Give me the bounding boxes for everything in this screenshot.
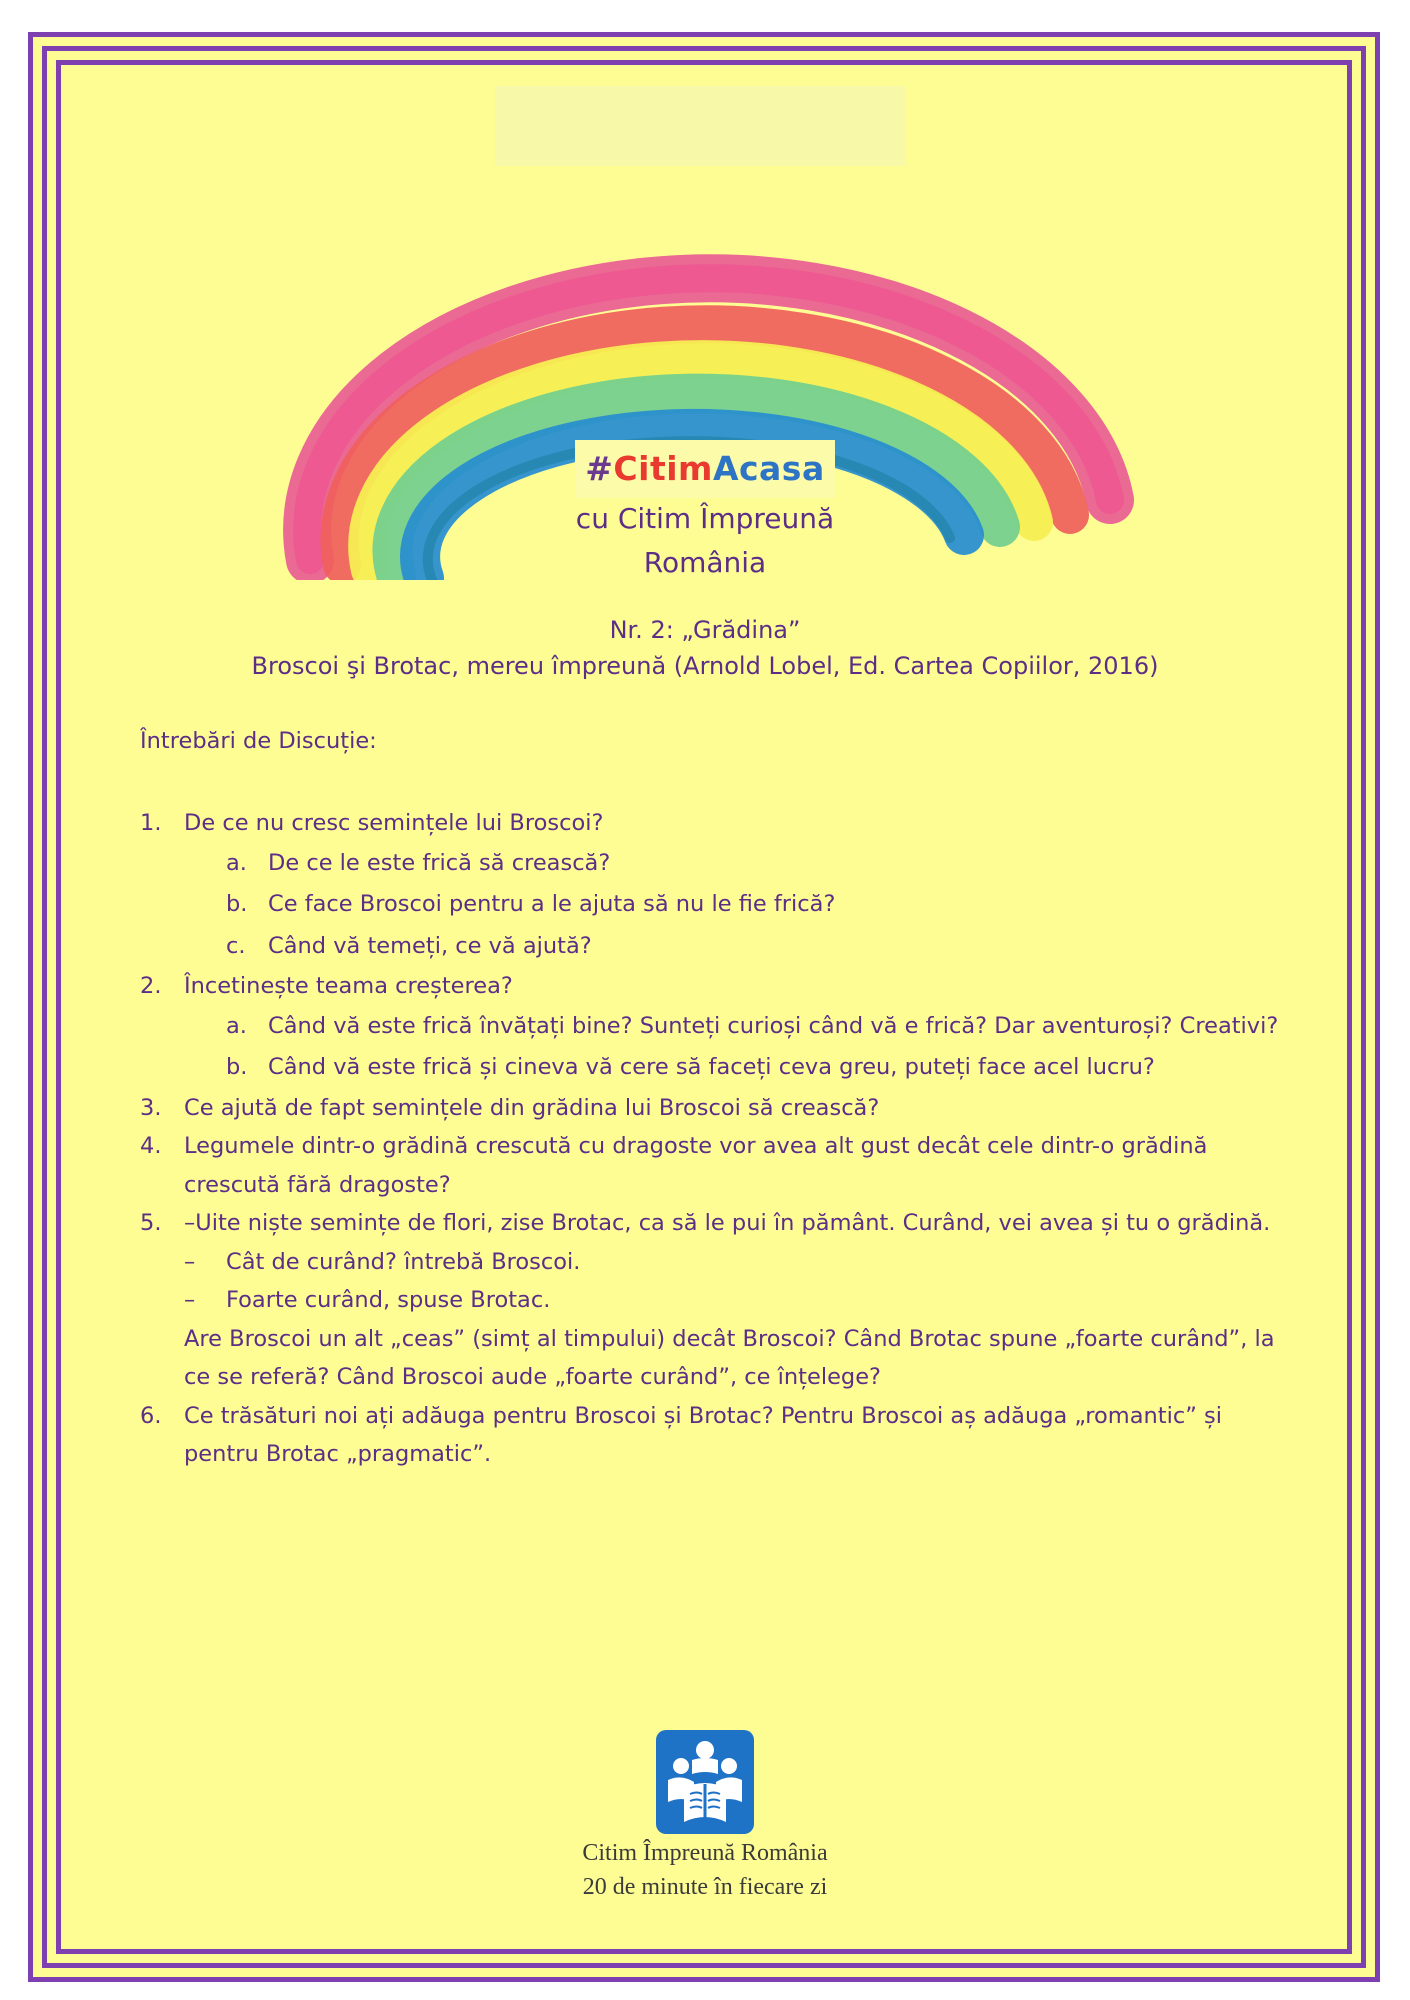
question-text: Ce trăsături noi ați adăuga pentru Broscoi și Brotac? Pentru Broscoi aș adăuga „romantic” și pentru Brotac „pragmatic”. (184, 1402, 1222, 1467)
issue-title: Nr. 2: „Grădina” (609, 616, 801, 644)
reading-family-icon (656, 1730, 754, 1834)
subtitle-line-2: România (643, 546, 767, 579)
question-text: De ce nu cresc semințele lui Broscoi? (184, 810, 604, 836)
question-1 (140, 804, 1280, 967)
hashtag-badge (575, 440, 835, 498)
question-2 (140, 967, 1280, 1089)
sub-question (226, 1006, 1280, 1048)
dialog-dash: – (184, 1248, 196, 1275)
sub-question-text: Ce face Broscoi pentru a le ajuta să nu le fie frică? (268, 891, 836, 917)
dialog-text: Cât de curând? întrebă Broscoi. (226, 1248, 581, 1275)
sub-question-label: b. (226, 1054, 248, 1080)
sub-question (226, 843, 1280, 885)
question-number: 2. (140, 973, 162, 999)
sub-question-text: Când vă temeți, ce vă ajută? (268, 932, 592, 959)
question-text: Încetinește teama creșterea? (184, 973, 513, 999)
hashtag-word-citim: Citim (613, 449, 713, 488)
questions-section (140, 728, 1280, 1474)
question-number: 3. (140, 1094, 162, 1121)
sub-question-label: b. (226, 891, 248, 917)
question-number: 6. (140, 1402, 162, 1429)
question-text: Ce ajută de fapt semințele din grădina lui Broscoi să crească? (184, 1094, 880, 1121)
sub-question-list (184, 843, 1280, 968)
sub-question-text: De ce le este frică să crească? (268, 849, 611, 876)
question-6 (140, 1397, 1280, 1474)
sub-question (226, 1047, 1280, 1089)
dialog-line (184, 1281, 1280, 1320)
question-number: 1. (140, 810, 162, 836)
footer-organization: Citim Împreună România (582, 1840, 828, 1866)
sub-question-list (184, 1006, 1280, 1089)
question-text: –Uite niște semințe de flori, zise Brotac, ca să le pui în pământ. Curând, vei avea și tu o grădină. (184, 1210, 1271, 1236)
question-followup: Are Broscoi un alt „ceas” (simț al timpului) decât Broscoi? Când Brotac spune „foarte curând”, la ce se referă? Când Broscoi aude „foarte curând”, ce înțelege? (184, 1325, 1275, 1390)
sub-question-label: a. (226, 849, 247, 876)
book-reference: Broscoi şi Brotac, mereu împreună (Arnold Lobel, Ed. Cartea Copiilor, 2016) (251, 652, 1159, 680)
hashtag-prefix: # (585, 449, 614, 488)
section-heading: Întrebări de Discuție: (140, 728, 377, 754)
sub-question (226, 884, 1280, 926)
sub-question-label: c. (226, 932, 246, 959)
hashtag-word-acasa: Acasa (712, 449, 825, 488)
question-3 (140, 1089, 1280, 1128)
subtitle-line-1: cu Citim Împreună (575, 502, 835, 535)
sub-question (226, 926, 1280, 968)
top-patch (495, 86, 905, 166)
dialog-dash: – (184, 1287, 196, 1313)
dialog-text: Foarte curând, spuse Brotac. (226, 1287, 551, 1313)
dialog-line (184, 1243, 1280, 1282)
sub-question-text: Când vă este frică învățați bine? Sunteți curioși când vă e frică? Dar aventuroși? Creativi? (268, 1012, 1279, 1039)
sub-question-label: a. (226, 1012, 247, 1039)
question-text: Legumele dintr-o grădină crescută cu dragoste vor avea alt gust decât cele dintr-o grădină crescută fără dragoste? (184, 1133, 1208, 1198)
question-number: 4. (140, 1133, 162, 1159)
question-list (140, 804, 1280, 1474)
footer-tagline: 20 de minute în fiecare zi (582, 1874, 828, 1900)
question-4 (140, 1127, 1280, 1204)
sub-question-text: Când vă este frică și cineva vă cere să faceți ceva greu, puteți face acel lucru? (268, 1054, 1155, 1080)
question-5 (140, 1204, 1280, 1397)
question-number: 5. (140, 1210, 162, 1236)
